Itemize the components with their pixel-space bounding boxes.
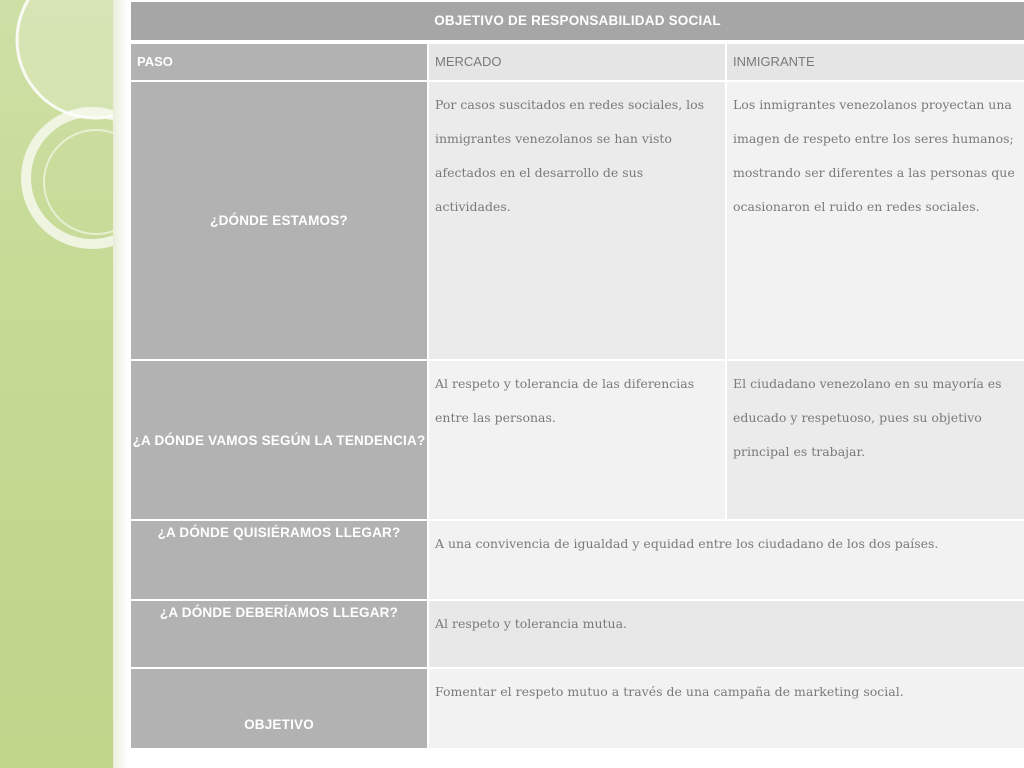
step-donde-estamos: ¿DÓNDE ESTAMOS? <box>130 81 428 360</box>
row2-mercado: Al respeto y tolerancia de las diferencias entre las personas. <box>428 360 726 520</box>
step-a-donde-vamos: ¿A DÓNDE VAMOS SEGÚN LA TENDENCIA? <box>130 360 428 520</box>
responsabilidad-table <box>129 0 1024 750</box>
row5-content: Fomentar el respeto mutuo a través de una campaña de marketing social. <box>428 668 1024 749</box>
header-inmigrante: INMIGRANTE <box>726 42 1024 81</box>
step-deberiamos-llegar: ¿A DÓNDE DEBERÍAMOS LLEGAR? <box>130 600 428 668</box>
step-quisieramos-llegar: ¿A DÓNDE QUISIÉRAMOS LLEGAR? <box>130 520 428 600</box>
row2-inmigrante: El ciudadano venezolano en su mayoría es educado y respetuoso, pues su objetivo principal es trabajar. <box>726 360 1024 520</box>
header-mercado: MERCADO <box>428 42 726 81</box>
decorative-circles-icon <box>0 0 113 768</box>
row4-content: Al respeto y tolerancia mutua. <box>428 600 1024 668</box>
step-objetivo: OBJETIVO <box>130 668 428 749</box>
row1-inmigrante: Los inmigrantes venezolanos proyectan una imagen de respeto entre los seres humanos; mostrando ser diferentes a las personas que ocasionaron el ruido en redes sociales. <box>726 81 1024 360</box>
row1-mercado: Por casos suscitados en redes sociales, los inmigrantes venezolanos se han visto afectados en el desarrollo de sus actividades. <box>428 81 726 360</box>
header-paso: PASO <box>130 42 428 81</box>
table-title: OBJETIVO DE RESPONSABILIDAD SOCIAL <box>130 1 1024 42</box>
decorative-sidebar <box>0 0 113 768</box>
sidebar-edge <box>113 0 127 768</box>
row3-content: A una convivencia de igualdad y equidad entre los ciudadano de los dos países. <box>428 520 1024 600</box>
